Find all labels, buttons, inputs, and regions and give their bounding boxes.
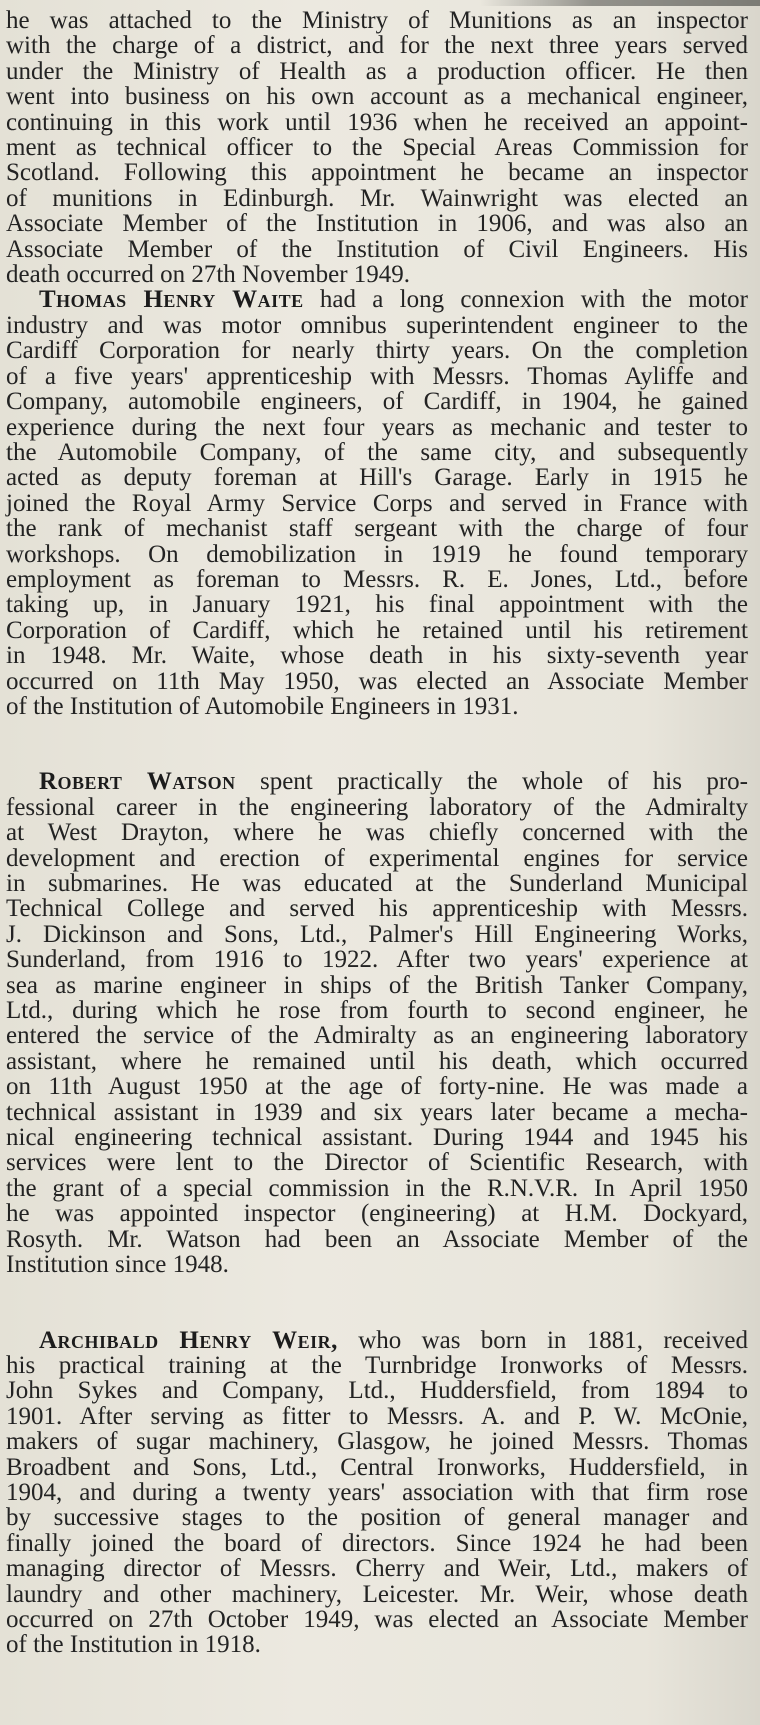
text-line: of the Institution in 1918. — [6, 1631, 261, 1659]
person-name: Archibald Henry Weir, — [39, 1326, 338, 1354]
text-line: under the Ministry of Health as a production officer. He then — [6, 57, 748, 85]
text-line: Associate Member of the Institution of Civil Engineers. His — [6, 235, 748, 263]
page-edge-shadow — [480, 0, 760, 6]
text-line: experience during the next four years as mechanic and tester to — [6, 413, 748, 441]
text-line: employment as foreman to Messrs. R. E. Jones, Ltd., before — [6, 565, 748, 593]
text-line: Cardiff Corporation for nearly thirty years. On the completion — [6, 337, 748, 365]
obituary-waite — [6, 287, 748, 719]
text-line: Ltd., during which he rose from fourth to second engineer, he — [6, 997, 748, 1025]
text-line: Technical College and served his apprenticeship with Messrs. — [6, 895, 748, 923]
text-line: occurred on 11th May 1950, was elected an Associate Member — [6, 667, 748, 695]
text-line: occurred on 27th October 1949, was elected an Associate Member — [6, 1605, 748, 1633]
text-line: with the charge of a district, and for the next three years served — [6, 32, 748, 60]
text-line: Institution since 1948. — [6, 1251, 229, 1279]
text-line: Scotland. Following this appointment he became an inspector — [6, 159, 748, 187]
text-line: Broadbent and Sons, Ltd., Central Ironworks, Huddersfield, in — [6, 1453, 748, 1481]
text-line: ment as technical officer to the Special Areas Commission for — [6, 134, 748, 162]
text-line: he was appointed inspector (engineering) at H.M. Dockyard, — [6, 1200, 748, 1228]
text-line: makers of sugar machinery, Glasgow, he joined Messrs. Thomas — [6, 1428, 748, 1456]
text-line: death occurred on 27th November 1949. — [6, 261, 411, 289]
first-line — [6, 1328, 748, 1353]
text-line: taking up, in January 1921, his final appointment with the — [6, 591, 748, 619]
text-line: of the Institution of Automobile Engineers in 1931. — [6, 692, 519, 720]
text-line: workshops. On demobilization in 1919 he found temporary — [6, 540, 748, 568]
text-line: at West Drayton, where he was chiefly concerned with the — [6, 819, 748, 847]
text-line: industry and was motor omnibus superintendent engineer to the — [6, 311, 748, 339]
first-line-text: spent practically the whole of his pro- — [235, 768, 748, 796]
text-line: J. Dickinson and Sons, Ltd., Palmer's Hill Engineering Works, — [6, 920, 748, 948]
text-line: Sunderland, from 1916 to 1922. After two years' experience at — [6, 946, 748, 974]
text-line: in submarines. He was educated at the Sunderland Municipal — [6, 870, 748, 897]
text-line: in 1948. Mr. Waite, whose death in his sixty-seventh year — [6, 642, 748, 670]
text-line: assistant, where he remained until his death, which occurred — [6, 1047, 748, 1075]
text-line: John Sykes and Company, Ltd., Huddersfield, from 1894 to — [6, 1377, 748, 1405]
person-name: Thomas Henry Waite — [39, 286, 304, 314]
text-line: his practical training at the Turnbridge Ironworks of Messrs. — [6, 1351, 748, 1379]
text-line: nical engineering technical assistant. During 1944 and 1945 his — [6, 1124, 748, 1152]
obituary-weir — [6, 1328, 748, 1658]
text-line: he was attached to the Ministry of Munitions as an inspector — [6, 7, 748, 34]
text-line: entered the service of the Admiralty as an engineering laboratory — [6, 1022, 748, 1050]
text-line: development and erection of experimental engines for service — [6, 844, 748, 872]
text-line: of a five years' apprenticeship with Messrs. Thomas Ayliffe and — [6, 362, 748, 390]
text-line: acted as deputy foreman at Hill's Garage. Early in 1915 he — [6, 464, 748, 492]
text-line: the rank of mechanist staff sergeant with the charge of four — [6, 515, 748, 543]
text-line: by successive stages to the position of general manager and — [6, 1504, 748, 1532]
text-line: of munitions in Edinburgh. Mr. Wainwright was elected an — [6, 184, 748, 212]
text-line: 1904, and during a twenty years' association with that firm rose — [6, 1478, 748, 1506]
obituary-watson — [6, 769, 748, 1277]
text-line: joined the Royal Army Service Corps and served in France with — [6, 489, 748, 517]
text-line: continuing in this work until 1936 when he received an appoint- — [6, 108, 748, 136]
text-line: technical assistant in 1939 and six years later became a mecha- — [6, 1098, 748, 1126]
first-line-text: who was born in 1881, received — [337, 1326, 748, 1354]
text-line: finally joined the board of directors. Since 1924 he had been — [6, 1529, 748, 1557]
text-line: sea as marine engineer in ships of the British Tanker Company, — [6, 971, 748, 999]
text-line: Company, automobile engineers, of Cardiff, in 1904, he gained — [6, 388, 748, 416]
text-line: Associate Member of the Institution in 1906, and was also an — [6, 210, 748, 238]
text-line: Corporation of Cardiff, which he retained until his retirement — [6, 616, 748, 644]
person-name: Robert Watson — [39, 768, 236, 796]
document-page — [6, 8, 748, 1658]
first-line-text: had a long connexion with the motor — [303, 286, 748, 314]
text-line: fessional career in the engineering laboratory of the Admiralty — [6, 793, 748, 821]
text-line: services were lent to the Director of Scientific Research, with — [6, 1149, 748, 1177]
text-line: laundry and other machinery, Leicester. Mr. Weir, whose death — [6, 1580, 748, 1608]
text-line: 1901. After serving as fitter to Messrs. A. and P. W. McOnie, — [6, 1402, 748, 1430]
text-line: went into business on his own account as a mechanical engineer, — [6, 83, 748, 111]
text-line: the Automobile Company, of the same city, and subsequently — [6, 438, 748, 466]
text-line: the grant of a special commission in the R.N.V.R. In April 1950 — [6, 1174, 748, 1202]
text-line: Rosyth. Mr. Watson had been an Associate Member of the — [6, 1225, 748, 1253]
first-line — [6, 769, 748, 794]
first-line — [6, 287, 748, 312]
text-line: on 11th August 1950 at the age of forty-nine. He was made a — [6, 1073, 748, 1101]
continuation-paragraph — [6, 8, 748, 287]
text-line: managing director of Messrs. Cherry and Weir, Ltd., makers of — [6, 1555, 748, 1583]
